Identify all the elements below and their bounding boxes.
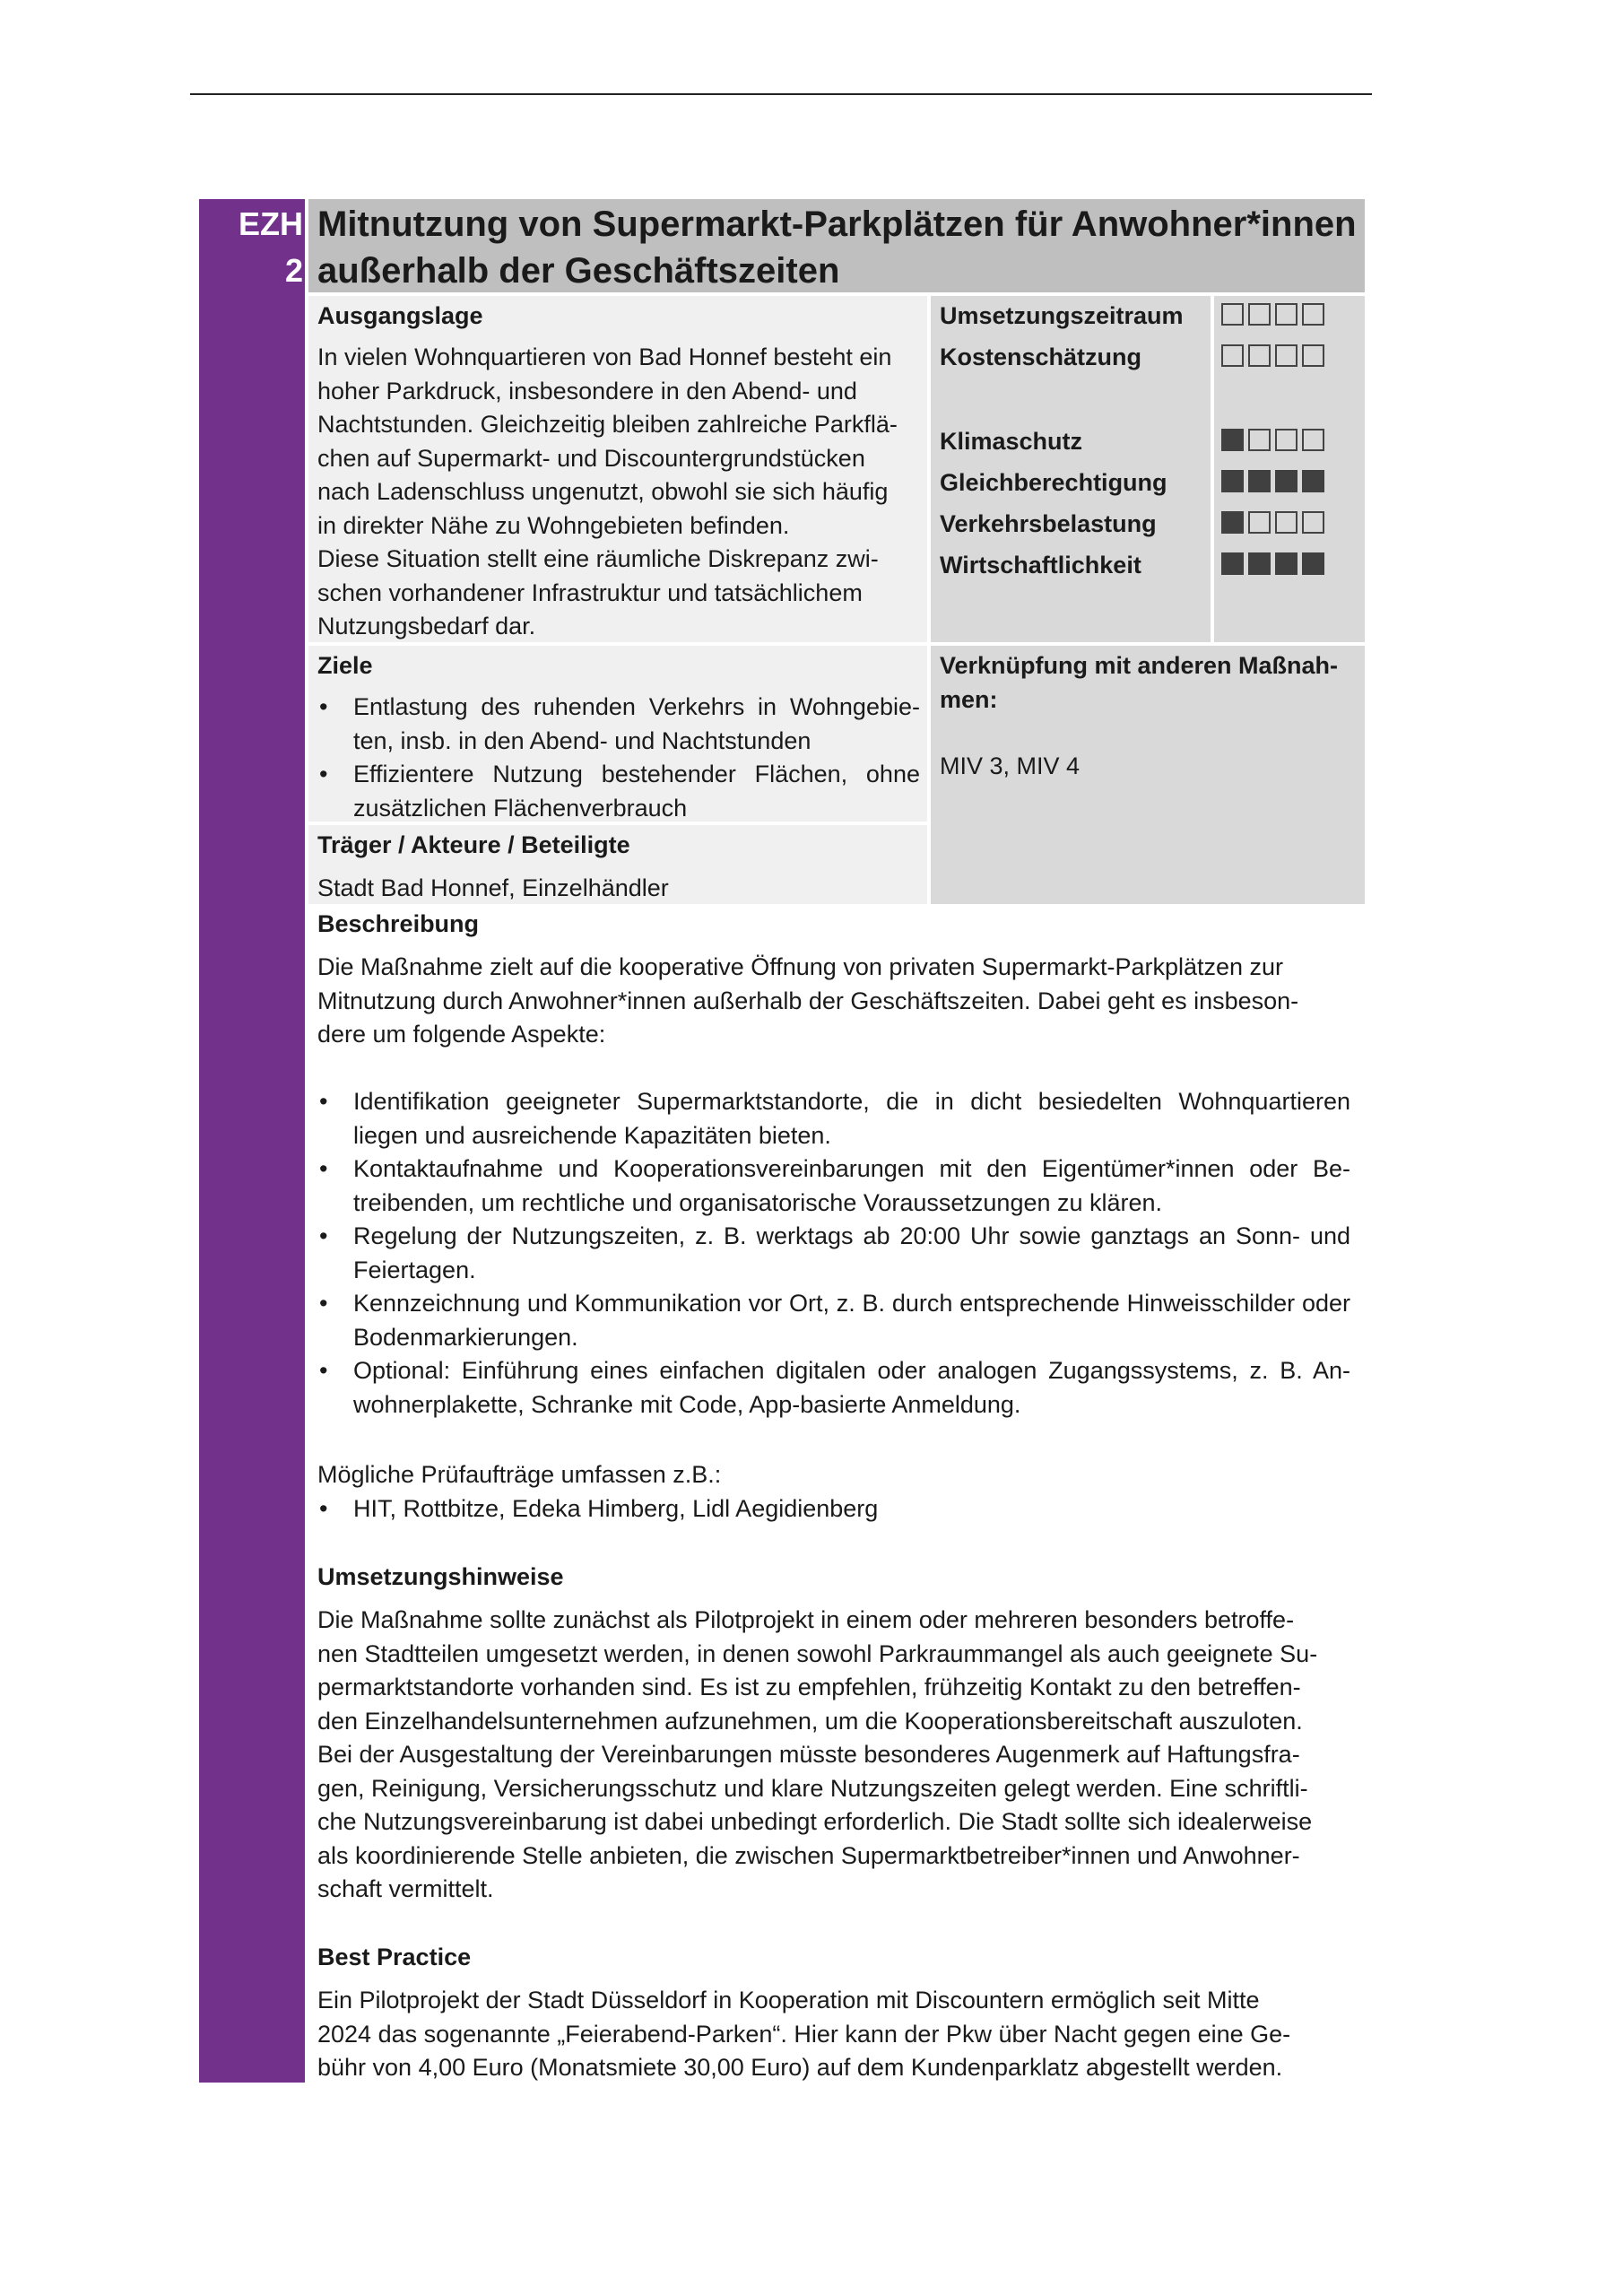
rating-square-filled bbox=[1275, 470, 1298, 492]
ausgangslage-line: nach Ladenschluss ungenutzt, obwohl sie sich häufig bbox=[317, 478, 889, 505]
rating-square-empty bbox=[1275, 511, 1298, 534]
ziele-heading: Ziele bbox=[317, 652, 373, 679]
header-rule bbox=[190, 93, 1372, 95]
rating-square-empty bbox=[1275, 429, 1298, 451]
beschreibung-item: • Identifikation geeigneter Supermarktstandorte, die in dicht besiedelten Wohnquartieren liegen und ausreichende Kapazitäten bieten. bbox=[317, 1085, 1350, 1152]
evaluation-label: Klimaschutz bbox=[940, 428, 1083, 455]
rating-square-empty bbox=[1221, 303, 1244, 326]
umsetzung-line: che Nutzungsvereinbarung ist dabei unbedingt erforderlich. Die Stadt sollte sich idealerweise bbox=[317, 1808, 1313, 1835]
pruefauftrag-item: • HIT, Rottbitze, Edeka Himberg, Lidl Aegidienberg bbox=[317, 1492, 1350, 1526]
best-practice-text bbox=[317, 1984, 1358, 2085]
evaluation-label: Kostenschätzung bbox=[940, 344, 1142, 370]
umsetzung-heading: Umsetzungshinweise bbox=[317, 1563, 564, 1590]
evaluation-label: Umsetzungszeitraum bbox=[940, 302, 1184, 329]
umsetzung-line: permarktstandorte vorhanden sind. Es ist zu empfehlen, frühzeitig Kontakt zu den betreffen- bbox=[317, 1674, 1301, 1700]
beschreibung-intro-line: Die Maßnahme zielt auf die kooperative Öffnung von privaten Supermarkt-Parkplätzen zur bbox=[317, 953, 1284, 980]
ziele-item: • Entlastung des ruhenden Verkehrs in Wohngebie- ten, insb. in den Abend- und Nachtstunden bbox=[317, 691, 920, 758]
ausgangslage-line: schen vorhandener Infrastruktur und tatsächlichem bbox=[317, 578, 863, 606]
rating-square-filled bbox=[1248, 552, 1271, 575]
best-practice-line: bühr von 4,00 Euro (Monatsmiete 30,00 Euro) auf dem Kundenparklatz abgestellt werden. bbox=[317, 2054, 1283, 2081]
umsetzung-line: Bei der Ausgestaltung der Vereinbarungen müsste besonderes Augenmerk auf Haftungsfra- bbox=[317, 1741, 1300, 1768]
ausgangslage-line: chen auf Supermarkt- und Discountergrundstücken bbox=[317, 444, 865, 472]
verknuepfung-heading bbox=[940, 649, 1361, 717]
umsetzung-line: Die Maßnahme sollte zunächst als Pilotprojekt in einem oder mehreren besonders betroffe- bbox=[317, 1606, 1295, 1633]
beschreibung-item: • Regelung der Nutzungszeiten, z. B. werktags ab 20:00 Uhr sowie ganztags an Sonn- und Feiertagen. bbox=[317, 1220, 1350, 1287]
ausgangslage-line: Nutzungsbedarf dar. bbox=[317, 613, 536, 639]
rating-square-filled bbox=[1221, 429, 1244, 451]
rating-square-filled bbox=[1221, 552, 1244, 575]
evaluation-rating bbox=[1221, 470, 1324, 492]
evaluation-label: Gleichberechtigung bbox=[940, 469, 1167, 496]
best-practice-line: Ein Pilotprojekt der Stadt Düsseldorf in Kooperation mit Discountern ermöglich seit Mitte bbox=[317, 1987, 1260, 2013]
measure-code-number: 2 bbox=[284, 252, 303, 289]
verknuepfung-value: MIV 3, MIV 4 bbox=[940, 752, 1081, 779]
beschreibung-item: • Kontaktaufnahme und Kooperationsvereinbarungen mit den Eigentümer*innen oder Be- treibenden, um rechtliche und organisatorische Voraussetzungen zu klären. bbox=[317, 1152, 1350, 1220]
verknuepfung-heading-line: men: bbox=[940, 685, 998, 713]
evaluation-label: Wirtschaftlichkeit bbox=[940, 552, 1141, 578]
verknuepfung-heading-line: Verknüpfung mit anderen Maßnah- bbox=[940, 652, 1339, 679]
evaluation-rating bbox=[1221, 511, 1324, 534]
rating-square-filled bbox=[1275, 552, 1298, 575]
traeger-value: Stadt Bad Honnef, Einzelhändler bbox=[317, 874, 669, 901]
rating-square-empty bbox=[1302, 429, 1324, 451]
ausgangslage-heading: Ausgangslage bbox=[317, 302, 483, 329]
measure-code bbox=[199, 201, 303, 294]
ausgangslage-line: In vielen Wohnquartieren von Bad Honnef besteht ein bbox=[317, 344, 892, 370]
measure-title-line: Mitnutzung von Supermarkt-Parkplätzen für Anwohner*innen bbox=[317, 204, 1357, 244]
best-practice-heading: Best Practice bbox=[317, 1944, 472, 1970]
rating-square-empty bbox=[1248, 303, 1271, 326]
measure-sidebar bbox=[199, 199, 305, 2083]
ausgangslage-line: Nachtstunden. Gleichzeitig bleiben zahlreiche Parkflä- bbox=[317, 411, 898, 438]
ziele-list bbox=[317, 691, 920, 825]
beschreibung-item: • Optional: Einführung eines einfachen digitalen oder analogen Zugangssystems, z. B. An- wohnerplakette, Schranke mit Code, App-basierte Anmeldung. bbox=[317, 1354, 1350, 1422]
rating-square-filled bbox=[1248, 470, 1271, 492]
ausgangslage-line: in direkter Nähe zu Wohngebieten befinden. bbox=[317, 511, 790, 539]
rating-square-empty bbox=[1302, 344, 1324, 367]
rating-square-filled bbox=[1302, 470, 1324, 492]
umsetzung-line: nen Stadtteilen umgesetzt werden, in denen sowohl Parkraummangel als auch geeignete Su- bbox=[317, 1639, 1318, 1667]
rating-square-empty bbox=[1221, 344, 1244, 367]
rating-square-empty bbox=[1248, 344, 1271, 367]
best-practice-line: 2024 das sogenannte „Feierabend-Parken“. Hier kann der Pkw über Nacht gegen eine Ge- bbox=[317, 2020, 1291, 2048]
beschreibung-item: • Kennzeichnung und Kommunikation vor Ort, z. B. durch entsprechende Hinweisschilder oder Bodenmarkierungen. bbox=[317, 1287, 1350, 1354]
umsetzung-text bbox=[317, 1604, 1358, 1907]
measure-title-line: außerhalb der Geschäftszeiten bbox=[317, 251, 840, 291]
beschreibung-heading: Beschreibung bbox=[317, 910, 480, 937]
rating-square-empty bbox=[1248, 511, 1271, 534]
measure-title bbox=[317, 201, 1358, 294]
rating-square-filled bbox=[1302, 552, 1324, 575]
beschreibung-intro-line: Mitnutzung durch Anwohner*innen außerhalb der Geschäftszeiten. Dabei geht es insbeson- bbox=[317, 987, 1299, 1014]
rating-square-filled bbox=[1221, 470, 1244, 492]
ausgangslage-text bbox=[317, 341, 924, 644]
ausgangslage-line: hoher Parkdruck, insbesondere in den Abend- und bbox=[317, 377, 857, 404]
pruefauftraege-intro: Mögliche Prüfaufträge umfassen z.B.: bbox=[317, 1461, 722, 1488]
ziele-item: • Effizientere Nutzung bestehender Flächen, ohne zusätzlichen Flächenverbrauch bbox=[317, 758, 920, 825]
rating-square-empty bbox=[1302, 303, 1324, 326]
umsetzung-line: schaft vermittelt. bbox=[317, 1875, 494, 1902]
evaluation-rating bbox=[1221, 344, 1324, 367]
beschreibung-list bbox=[317, 1085, 1350, 1422]
measure-code-prefix: EZH bbox=[239, 205, 303, 242]
umsetzung-line: den Einzelhandelsunternehmen aufzunehmen, um die Kooperationsbereitschaft auszuloten. bbox=[317, 1707, 1303, 1735]
ausgangslage-line: Diese Situation stellt eine räumliche Diskrepanz zwi- bbox=[317, 545, 879, 572]
traeger-heading: Träger / Akteure / Beteiligte bbox=[317, 831, 630, 858]
rating-square-empty bbox=[1275, 344, 1298, 367]
rating-square-empty bbox=[1275, 303, 1298, 326]
rating-square-empty bbox=[1302, 511, 1324, 534]
evaluation-label: Verkehrsbelastung bbox=[940, 510, 1157, 537]
evaluation-rating bbox=[1221, 303, 1324, 326]
umsetzung-line: gen, Reinigung, Versicherungsschutz und klare Nutzungszeiten gelegt werden. Eine schriftli- bbox=[317, 1774, 1308, 1802]
pruefauftraege-list bbox=[317, 1492, 1350, 1526]
umsetzung-line: als koordinierende Stelle anbieten, die zwischen Supermarktbetreiber*innen und Anwohner- bbox=[317, 1841, 1300, 1869]
beschreibung-intro bbox=[317, 951, 1358, 1052]
evaluation-rating bbox=[1221, 552, 1324, 575]
evaluation-rating bbox=[1221, 429, 1324, 451]
rating-square-filled bbox=[1221, 511, 1244, 534]
rating-square-empty bbox=[1248, 429, 1271, 451]
beschreibung-intro-line: dere um folgende Aspekte: bbox=[317, 1021, 606, 1048]
